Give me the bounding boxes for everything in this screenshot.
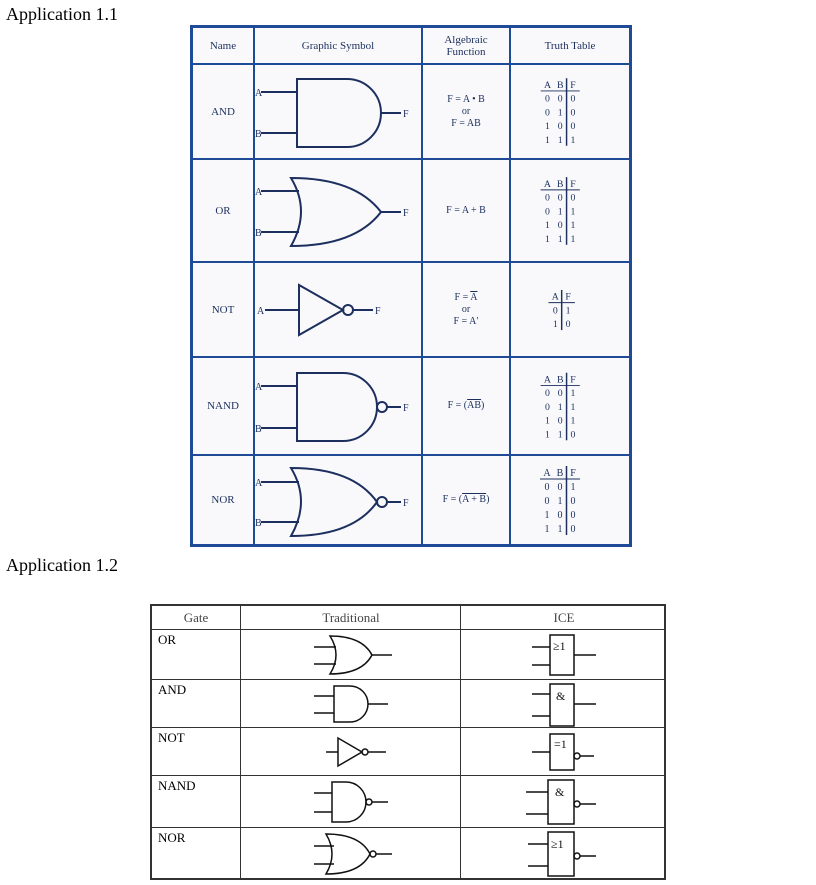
gate-name: AND <box>211 105 235 118</box>
truth-table-cell: 0 <box>565 319 571 331</box>
ice-label: ≥1 <box>553 639 566 653</box>
nor-traditional-symbol <box>242 828 460 880</box>
truth-table-cell: 0 <box>557 388 563 400</box>
gate-name: NOR <box>158 830 186 845</box>
heading-application-1-1: Application 1.1 <box>6 4 118 24</box>
input-label: B <box>255 518 262 529</box>
table-row-and <box>193 65 629 160</box>
gate-name: OR <box>158 632 177 647</box>
and-traditional-symbol <box>242 680 460 727</box>
truth-table-cell: 0 <box>544 206 550 218</box>
and-function <box>423 65 509 158</box>
truth-table-cell: 1 <box>570 134 576 146</box>
truth-table-cell: 0 <box>557 510 563 521</box>
table-header-row <box>193 28 629 65</box>
input-label: A <box>255 382 263 393</box>
not-truth-table <box>511 263 629 356</box>
truth-table-cell: 0 <box>570 93 576 105</box>
or-function <box>423 160 509 261</box>
truth-table-cell: 0 <box>544 496 550 507</box>
gate-name: NAND <box>158 778 196 793</box>
truth-table-cell: 1 <box>570 388 576 400</box>
or-traditional-symbol <box>242 630 460 679</box>
function-line: $F = \overline{A}$ <box>454 291 478 303</box>
truth-table-cell: 1 <box>570 233 576 245</box>
truth-table-cell: 1 <box>570 401 576 413</box>
and-truth-table <box>511 65 629 158</box>
function-line: F = A • B <box>447 93 485 105</box>
truth-table-cell: 0 <box>570 496 576 507</box>
gate-name: NAND <box>207 400 239 412</box>
header-truth-table: Truth Table <box>544 39 596 52</box>
gate-name: NOR <box>211 494 235 506</box>
table-row-nand <box>152 776 664 828</box>
truth-table-cell: 0 <box>557 192 563 204</box>
function-line: F = AB <box>451 117 481 129</box>
truth-table-header: A <box>543 178 551 190</box>
truth-table-cell: 1 <box>557 496 563 507</box>
nor-truth-table <box>511 456 629 544</box>
table-row-nor <box>152 828 664 880</box>
nor-ice-symbol <box>462 828 666 880</box>
truth-table-cell: 1 <box>565 305 571 317</box>
nand-traditional-symbol <box>242 776 460 827</box>
truth-table-header: A <box>551 291 559 303</box>
gate-name: NOT <box>211 303 235 316</box>
function-line: F = (A + B) <box>442 494 490 505</box>
input-label: B <box>255 228 262 239</box>
truth-table-cell: 0 <box>545 107 550 119</box>
truth-table-header: F <box>570 374 576 386</box>
heading-application-1-2: Application 1.2 <box>6 555 118 575</box>
nand-truth-table <box>511 358 629 454</box>
gate-name: OR <box>215 204 231 217</box>
output-label: F <box>403 403 409 414</box>
truth-table-cell: 1 <box>544 220 550 232</box>
truth-table-cell: 1 <box>544 510 550 521</box>
truth-table-header: B <box>556 374 564 386</box>
table-row-or <box>193 160 629 263</box>
output-label: F <box>403 109 409 120</box>
truth-table-cell: 1 <box>557 134 563 146</box>
truth-table-cell: 0 <box>570 510 576 521</box>
truth-table-cell: 0 <box>544 482 550 493</box>
truth-table-header: A <box>543 80 552 92</box>
truth-table-cell: 1 <box>557 429 563 441</box>
header-traditional: Traditional <box>322 609 380 625</box>
nand-gate-symbol <box>255 358 421 454</box>
table-row-not <box>152 728 664 776</box>
truth-table-cell: 1 <box>552 319 558 331</box>
truth-table-cell: 1 <box>557 524 563 535</box>
or-ice-symbol <box>462 630 666 679</box>
and-gate-symbol <box>255 65 421 158</box>
truth-table-header: B <box>556 80 564 92</box>
truth-table-cell: 0 <box>557 220 563 232</box>
input-label: A <box>257 306 265 317</box>
truth-table-header: F <box>570 468 576 479</box>
truth-table-header: B <box>556 178 564 190</box>
ice-label: & <box>555 785 565 799</box>
not-traditional-symbol <box>242 728 460 775</box>
nand-ice-symbol <box>462 776 666 827</box>
table-row-or <box>152 630 664 680</box>
truth-table-cell: 0 <box>545 388 550 400</box>
truth-table-cell: 0 <box>557 93 563 105</box>
output-label: F <box>375 306 381 317</box>
nor-function <box>423 456 509 544</box>
table-row-nand <box>193 358 629 456</box>
function-line: $F = (\overline{AB})$ <box>447 400 485 411</box>
truth-table-cell: 0 <box>570 429 576 441</box>
output-label: F <box>403 498 409 509</box>
truth-table-cell: 0 <box>570 107 576 119</box>
not-ice-symbol <box>462 728 666 775</box>
table-row-not <box>193 263 629 358</box>
header-name: Name <box>209 39 237 52</box>
truth-table-cell: 0 <box>552 305 558 317</box>
truth-table-cell: 1 <box>557 206 563 218</box>
truth-table-cell: 0 <box>545 93 550 105</box>
function-line: F = A′ <box>453 315 479 327</box>
table-row-nor <box>193 456 629 544</box>
or-gate-symbol <box>255 160 421 261</box>
truth-table-cell: 1 <box>557 233 563 245</box>
truth-table-header: A <box>543 468 551 479</box>
truth-table-cell: 1 <box>570 415 576 427</box>
truth-table-cell: 1 <box>544 524 550 535</box>
truth-table-cell: 0 <box>570 192 576 204</box>
input-label: A <box>255 187 263 198</box>
truth-table-cell: 1 <box>570 482 576 493</box>
truth-table-cell: 1 <box>545 121 550 133</box>
function-line: or <box>461 303 471 315</box>
input-label: B <box>255 424 262 435</box>
truth-table-cell: 1 <box>544 233 550 245</box>
truth-table-cell: 0 <box>544 192 550 204</box>
ice-label: ≥1 <box>551 837 564 851</box>
truth-table-cell: 1 <box>545 134 550 146</box>
not-gate-symbol <box>255 263 421 356</box>
gate-name: NOT <box>158 730 185 745</box>
or-truth-table <box>511 160 629 261</box>
truth-table-cell: 0 <box>570 524 576 535</box>
truth-table-cell: 0 <box>570 121 576 133</box>
truth-table-cell: 1 <box>557 107 563 119</box>
truth-table-cell: 0 <box>545 401 550 413</box>
header-graphic-symbol: Graphic Symbol <box>301 39 375 52</box>
truth-table-cell: 0 <box>557 482 563 493</box>
header-ice: ICE <box>553 609 575 625</box>
input-label: B <box>255 129 262 140</box>
truth-table-header: A <box>543 374 552 386</box>
logic-gates-table <box>190 25 632 547</box>
table-header-row <box>152 606 664 630</box>
output-label: F <box>403 208 409 219</box>
truth-table-header: F <box>570 80 576 92</box>
header-algebraic-function: Algebraic Function <box>444 33 488 58</box>
table-row-and <box>152 680 664 728</box>
input-label: A <box>255 88 263 99</box>
ice-label: =1 <box>554 737 567 751</box>
not-function <box>423 263 509 356</box>
gate-name: AND <box>158 682 187 697</box>
and-ice-symbol <box>462 680 666 727</box>
truth-table-cell: 1 <box>570 206 576 218</box>
ice-label: & <box>556 689 566 703</box>
function-line: or <box>461 105 471 117</box>
input-label: A <box>255 478 263 489</box>
truth-table-cell: 1 <box>545 415 550 427</box>
header-gate: Gate <box>183 609 209 625</box>
truth-table-cell: 0 <box>557 415 563 427</box>
function-line: F = A + B <box>446 204 486 216</box>
gate-symbols-comparison-table <box>150 604 666 880</box>
truth-table-header: B <box>556 468 564 479</box>
truth-table-cell: 0 <box>557 121 563 133</box>
truth-table-header: F <box>565 291 571 303</box>
nor-gate-symbol <box>255 456 421 544</box>
truth-table-header: F <box>570 178 576 190</box>
truth-table-cell: 1 <box>570 220 576 232</box>
truth-table-cell: 1 <box>545 429 550 441</box>
nand-function <box>423 358 509 454</box>
truth-table-cell: 1 <box>557 401 563 413</box>
